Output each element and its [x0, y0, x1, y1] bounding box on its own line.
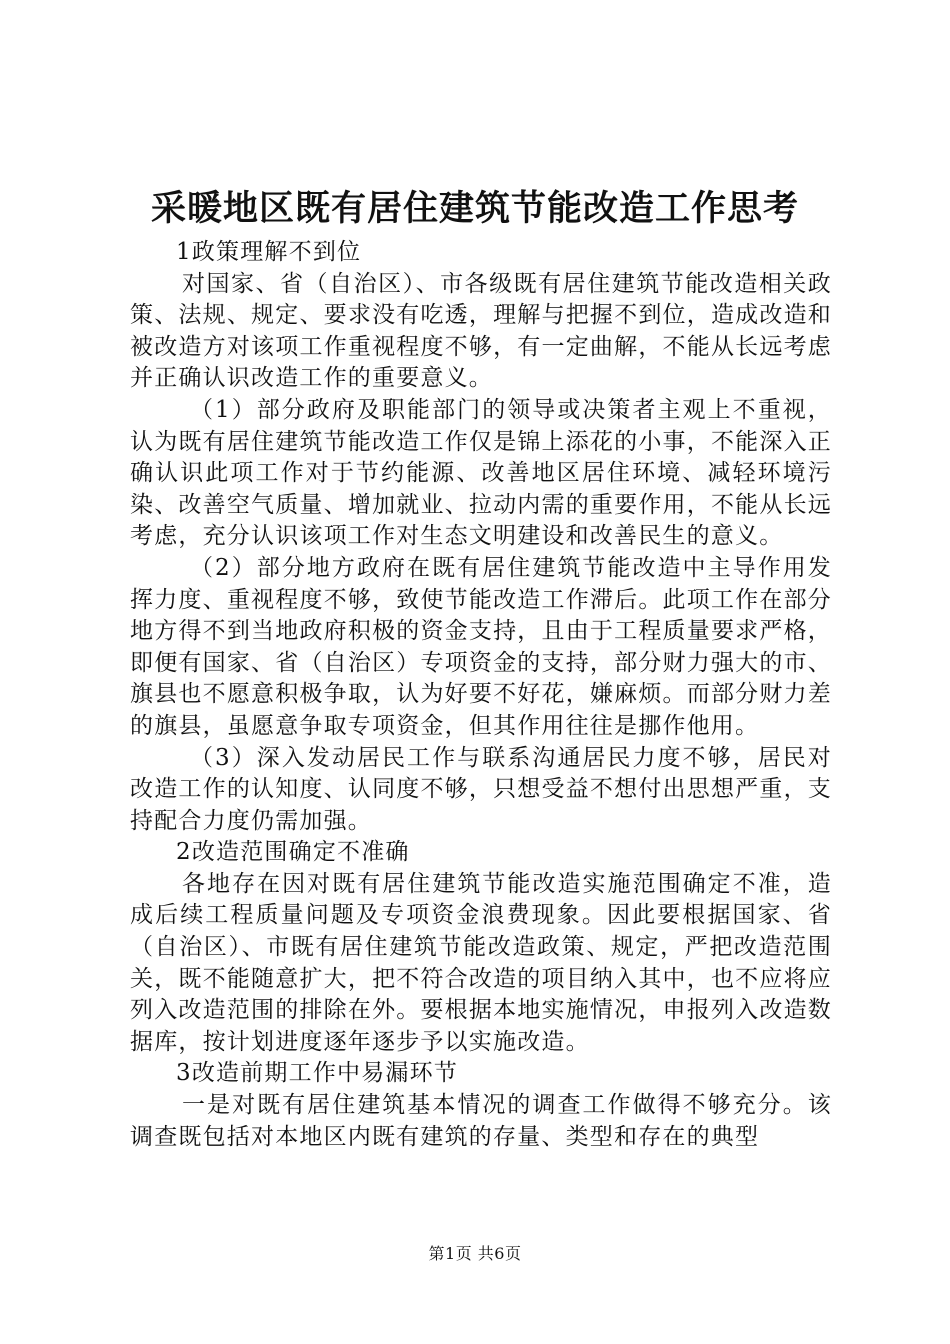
document-title: 采暖地区既有居住建筑节能改造工作思考	[150, 188, 799, 229]
page-footer: 第1页 共6页	[428, 1244, 522, 1263]
paragraph-preliminary-work: 一是对既有居住建筑基本情况的调查工作做得不够充分。该调查既包括对本地区内既有建筑的存量、类型和存在的典型	[130, 1092, 832, 1150]
section-heading-1: 1政策理解不到位	[176, 239, 362, 265]
document-body	[130, 237, 832, 1153]
paragraph-point-3: （3）深入发动居民工作与联系沟通居民力度不够，居民对改造工作的认知度、认同度不够，只想受益不想付出思想严重，支持配合力度仍需加强。	[130, 744, 832, 834]
paragraph-point-1: （1）部分政府及职能部门的领导或决策者主观上不重视，认为既有居住建筑节能改造工作仅是锦上添花的小事，不能深入正确认识此项工作对于节约能源、改善地区居住环境、减轻环境污染、改善空气质量、增加就业、拉动内需的重要作用，不能从长远考虑，充分认识该项工作对生态文明建设和改善民生的意义。	[130, 396, 832, 550]
paragraph-policy-understanding: 对国家、省（自治区）、市各级既有居住建筑节能改造相关政策、法规、规定、要求没有吃透，理解与把握不到位，造成改造和被改造方对该项工作重视程度不够，有一定曲解，不能从长远考虑并正确认识改造工作的重要意义。	[130, 270, 832, 392]
section-heading-3: 3改造前期工作中易漏环节	[176, 1060, 459, 1087]
paragraph-point-2: （2）部分地方政府在既有居住建筑节能改造中主导作用发挥力度、重视程度不够，致使节能改造工作滞后。此项工作在部分地方得不到当地政府积极的资金支持，且由于工程质量要求严格，即便有国家、省（自治区）专项资金的支持，部分财力强大的市、旗县也不愿意积极争取，认为好要不好花，嫌麻烦。而部分财力差的旗县，虽愿意争取专项资金，但其作用往往是挪作他用。	[130, 554, 832, 739]
paragraph-scope: 各地存在因对既有居住建筑节能改造实施范围确定不准，造成后续工程质量问题及专项资金浪费现象。因此要根据国家、省（自治区）、市既有居住建筑节能改造政策、规定，严把改造范围关，既不能随意扩大，把不符合改造的项目纳入其中，也不应将应列入改造范围的排除在外。要根据本地实施情况，申报列入改造数据库，按计划进度逐年逐步予以实施改造。	[130, 870, 832, 1055]
section-heading-2: 2改造范围确定不准确	[176, 839, 410, 866]
